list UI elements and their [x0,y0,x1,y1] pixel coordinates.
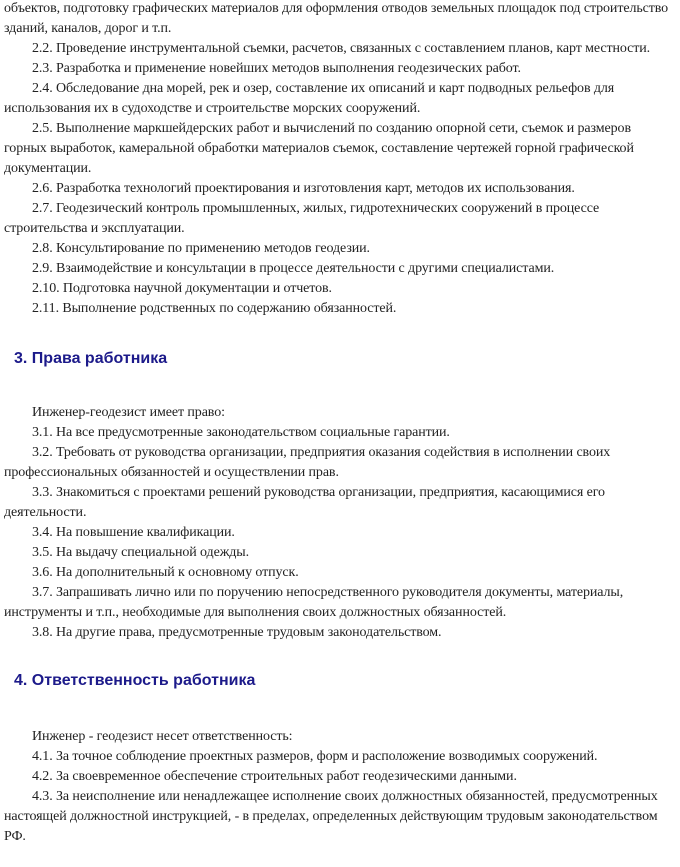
list-item: 2.9. Взаимодействие и консультации в процессе деятельности с другими специалистами. [32,261,555,276]
section-heading: 4. Ответственность работника [14,672,256,689]
section-heading: 3. Права работника [14,350,168,367]
list-item: 3.4. На повышение квалификации. [32,525,235,540]
section-lead: Инженер-геодезист имеет право: [32,405,225,420]
list-item: 2.6. Разработка технологий проектирования и изготовления карт, методов их использования. [32,181,575,196]
section-2-list [4,39,676,319]
list-item: 3.5. На выдачу специальной одежды. [32,545,249,560]
list-item: 2.2. Проведение инструментальной съемки, расчетов, связанных с составлением планов, карт местности. [32,41,651,56]
list-item: 2.11. Выполнение родственных по содержанию обязанностей. [32,301,397,316]
list-item: 2.8. Консультирование по применению методов геодезии. [32,241,370,256]
list-item: 3.6. На дополнительный к основному отпуск. [32,565,299,580]
list-item: 4.1. За точное соблюдение проектных размеров, форм и расположение возводимых сооружений. [32,749,598,764]
list-item: 3.2. Требовать от руководства организации, предприятия оказания содействия в исполнении своих профессиональных обязанностей и осуществлении прав. [4,445,611,480]
list-item: 2.10. Подготовка научной документации и отчетов. [32,281,332,296]
section-lead: Инженер - геодезист несет ответственность: [32,729,293,744]
list-item: 4.2. За своевременное обеспечение строительных работ геодезическими данными. [32,769,517,784]
paragraph: объектов, подготовку графических материалов для оформления отводов земельных площадок под строительство зданий, каналов, дорог и т.п. [4,1,669,36]
list-item: 3.8. На другие права, предусмотренные трудовым законодательством. [32,625,442,640]
list-item: 2.5. Выполнение маркшейдерских работ и вычислений по созданию опорной сети, съемок и размеров горных выработок, камеральной обработки материалов съемок, составление чертежей горной графической документации. [4,121,634,176]
list-item: 2.4. Обследование дна морей, рек и озер, составление их описаний и карт подводных рельефов для использования их в судоходстве и строительстве морских сооружений. [4,81,615,116]
list-item: 3.1. На все предусмотренные законодательством социальные гарантии. [32,425,450,440]
list-item: 4.3. За неисполнение или ненадлежащее исполнение своих должностных обязанностей, предусмотренных настоящей должностной инструкцией, - в пределах, определенных действующим трудовым законодательством РФ. [4,789,658,844]
list-item: 3.7. Запрашивать лично или по поручению непосредственного руководителя документы, материалы, инструменты и т.п., необходимые для выполнения своих должностных обязанностей. [4,585,624,620]
list-item: 3.3. Знакомиться с проектами решений руководства организации, предприятия, касающимися его деятельности. [4,485,605,520]
list-item: 2.3. Разработка и применение новейших методов выполнения геодезических работ. [32,61,521,76]
list-item: 2.7. Геодезический контроль промышленных, жилых, гидротехнических сооружений в процессе строительства и эксплуатации. [4,201,600,236]
